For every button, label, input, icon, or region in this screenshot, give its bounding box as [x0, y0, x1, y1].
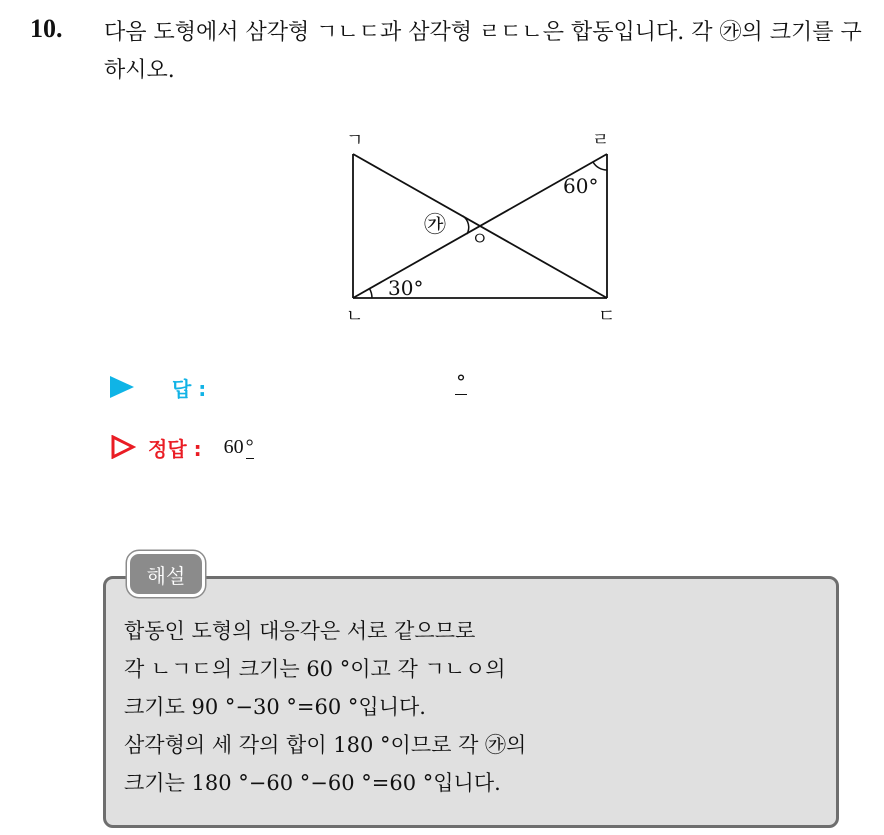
- explanation-line: 합동인 도형의 대응각은 서로 같으므로: [124, 619, 476, 643]
- vertex-label-bottom-left: ㄴ: [346, 306, 364, 323]
- explanation-text: [124, 612, 824, 802]
- explanation-line: 크기는 180 °−60 °−60 °=60 °입니다.: [124, 771, 501, 795]
- correct-answer-value: [224, 436, 254, 459]
- explanation-tag: 해설: [127, 551, 205, 597]
- explanation-line: 크기도 90 °−30 °=60 °입니다.: [124, 695, 426, 719]
- answer-label: 답 :: [172, 376, 207, 401]
- correct-answer-number: 60: [223, 435, 244, 458]
- question-number: 10.: [30, 14, 63, 43]
- explanation-line: 삼각형의 세 각의 합이 180 °이므로 각 ㉮의: [124, 733, 527, 757]
- angle-arc-bottom-left: [370, 289, 373, 298]
- explanation-line: 각 ㄴㄱㄷ의 크기는 60 °이고 각 ㄱㄴㅇ의: [124, 657, 506, 681]
- angle-label-marked: ㉮: [424, 213, 447, 238]
- answer-unit: °: [456, 370, 466, 394]
- vertex-label-top-left: ㄱ: [346, 130, 364, 151]
- correct-answer-row: [110, 432, 254, 462]
- vertex-label-center: ㅇ: [471, 229, 489, 250]
- vertex-label-top-right: ㄹ: [592, 130, 610, 151]
- answer-row: [110, 372, 206, 402]
- angle-arc-top-right: [593, 162, 607, 170]
- play-triangle-icon: [110, 376, 134, 398]
- angle-label-bottom-left: 30°: [388, 276, 424, 300]
- vertex-label-bottom-right: ㄷ: [598, 306, 616, 323]
- answer-blank[interactable]: [455, 370, 467, 394]
- correct-answer-label: 정답 :: [148, 436, 202, 461]
- correct-answer-unit: °: [245, 435, 254, 458]
- outline-triangle-icon: [110, 435, 136, 459]
- geometry-figure: [320, 128, 630, 323]
- angle-label-top-right: 60°: [563, 174, 599, 198]
- question-text: 다음 도형에서 삼각형 ㄱㄴㄷ과 삼각형 ㄹㄷㄴ은 합동입니다. 각 ㉮의 크기를 구하시오.: [104, 20, 862, 83]
